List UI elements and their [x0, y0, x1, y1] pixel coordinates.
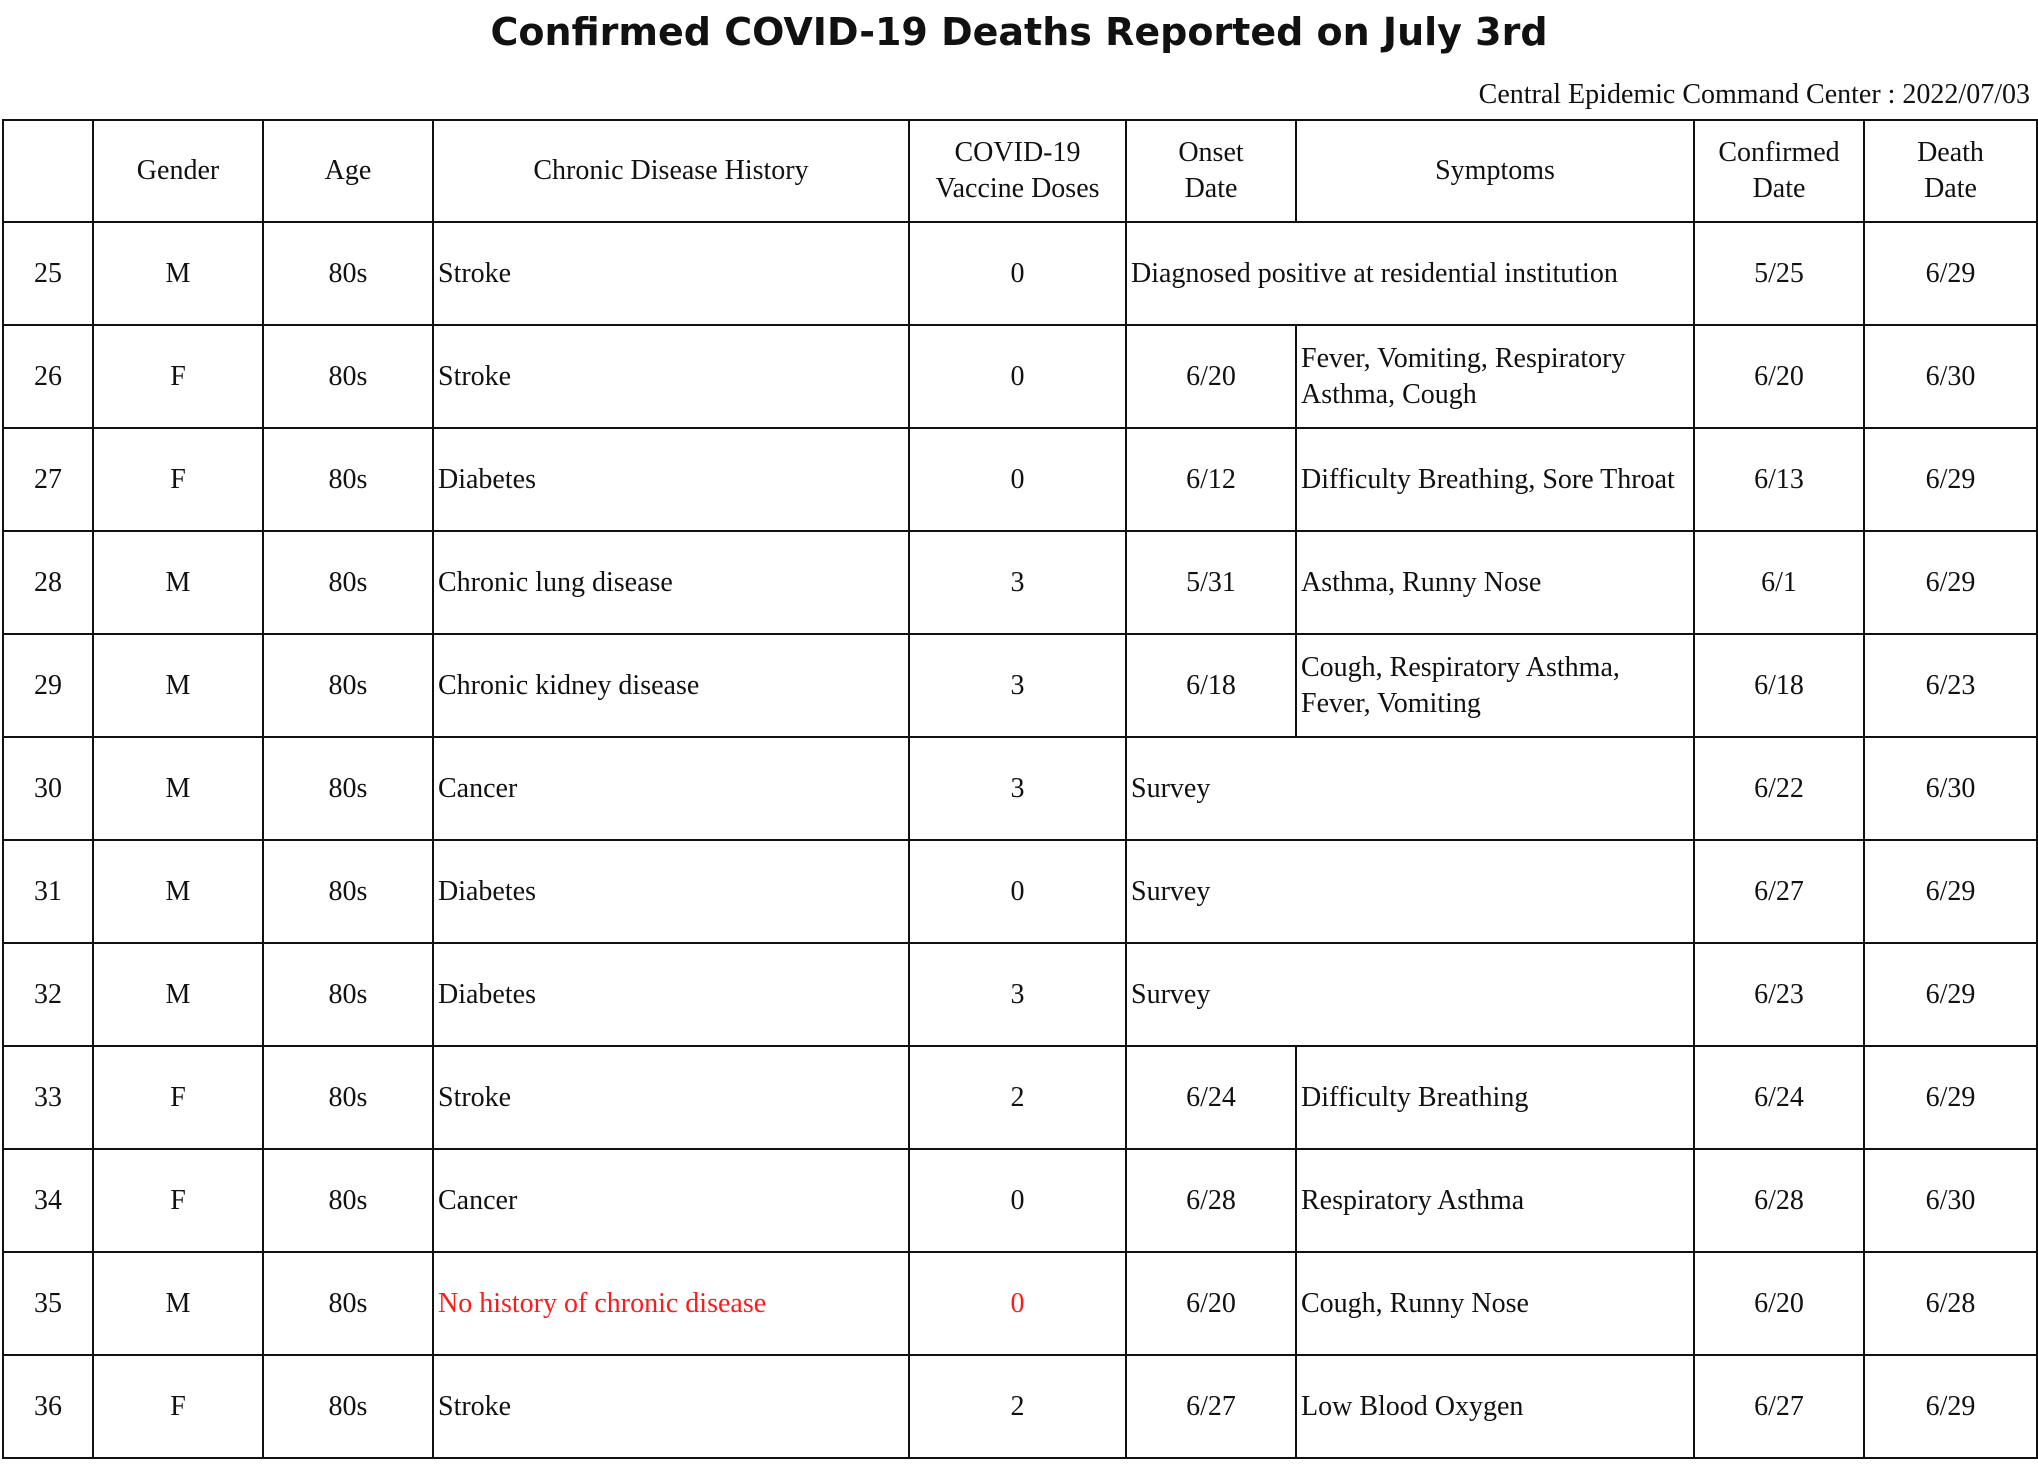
chronic-disease-cell: Stroke	[433, 222, 909, 325]
header-onset-date	[1126, 120, 1296, 222]
header-vaccine-doses	[909, 120, 1126, 222]
symptoms-cell: Fever, Vomiting, Respiratory Asthma, Cough	[1296, 325, 1694, 428]
gender-cell: M	[93, 222, 263, 325]
gender-cell: M	[93, 1252, 263, 1355]
age-cell: 80s	[263, 1149, 433, 1252]
death-date-cell: 6/29	[1864, 1355, 2037, 1458]
gender-cell: M	[93, 737, 263, 840]
onset-date-cell: 6/24	[1126, 1046, 1296, 1149]
gender-cell: M	[93, 943, 263, 1046]
row-number: 35	[3, 1252, 93, 1355]
chronic-disease-cell: Diabetes	[433, 840, 909, 943]
chronic-disease-cell: No history of chronic disease	[433, 1252, 909, 1355]
confirmed-date-cell: 5/25	[1694, 222, 1864, 325]
header-onset-line1: Onset	[1178, 137, 1244, 168]
confirmed-date-cell: 6/22	[1694, 737, 1864, 840]
confirmed-date-cell: 6/20	[1694, 1252, 1864, 1355]
chronic-disease-cell: Stroke	[433, 325, 909, 428]
onset-date-cell: 5/31	[1126, 531, 1296, 634]
age-cell: 80s	[263, 634, 433, 737]
age-cell: 80s	[263, 1252, 433, 1355]
death-date-cell: 6/30	[1864, 1149, 2037, 1252]
header-onset-line2: Date	[1184, 173, 1238, 204]
onset-note-cell: Diagnosed positive at residential institution	[1126, 222, 1694, 325]
deaths-table	[2, 119, 2038, 1459]
symptoms-cell: Difficulty Breathing, Sore Throat	[1296, 428, 1694, 531]
onset-date-cell: 6/20	[1126, 325, 1296, 428]
table-row	[3, 1252, 2037, 1355]
symptoms-cell: Cough, Runny Nose	[1296, 1252, 1694, 1355]
row-number: 30	[3, 737, 93, 840]
chronic-disease-cell: Diabetes	[433, 943, 909, 1046]
row-number: 32	[3, 943, 93, 1046]
chronic-disease-cell: Chronic lung disease	[433, 531, 909, 634]
chronic-disease-cell: Cancer	[433, 737, 909, 840]
page-title: Confirmed COVID-19 Deaths Reported on July 3rd	[490, 10, 1548, 54]
death-date-cell: 6/29	[1864, 840, 2037, 943]
age-cell: 80s	[263, 222, 433, 325]
onset-date-cell: 6/28	[1126, 1149, 1296, 1252]
chronic-disease-cell: Cancer	[433, 1149, 909, 1252]
confirmed-date-cell: 6/24	[1694, 1046, 1864, 1149]
vaccine-doses-cell: 0	[909, 1252, 1126, 1355]
table-row	[3, 840, 2037, 943]
onset-date-cell: 6/20	[1126, 1252, 1296, 1355]
death-date-cell: 6/29	[1864, 222, 2037, 325]
chronic-disease-cell: Stroke	[433, 1046, 909, 1149]
header-vaccine-line1: COVID-19	[954, 137, 1081, 168]
table-body	[3, 222, 2037, 1458]
confirmed-date-cell: 6/28	[1694, 1149, 1864, 1252]
confirmed-date-cell: 6/20	[1694, 325, 1864, 428]
gender-cell: F	[93, 325, 263, 428]
confirmed-date-cell: 6/18	[1694, 634, 1864, 737]
age-cell: 80s	[263, 1046, 433, 1149]
confirmed-date-cell: 6/1	[1694, 531, 1864, 634]
row-number: 25	[3, 222, 93, 325]
header-confirmed-date	[1694, 120, 1864, 222]
vaccine-doses-cell: 3	[909, 634, 1126, 737]
row-number: 33	[3, 1046, 93, 1149]
header-gender: Gender	[93, 120, 263, 222]
header-symptoms: Symptoms	[1296, 120, 1694, 222]
table-row	[3, 634, 2037, 737]
death-date-cell: 6/23	[1864, 634, 2037, 737]
symptoms-cell: Respiratory Asthma	[1296, 1149, 1694, 1252]
symptoms-cell: Asthma, Runny Nose	[1296, 531, 1694, 634]
vaccine-doses-cell: 0	[909, 840, 1126, 943]
gender-cell: F	[93, 1355, 263, 1458]
death-date-cell: 6/29	[1864, 531, 2037, 634]
vaccine-doses-cell: 3	[909, 737, 1126, 840]
table-row	[3, 1355, 2037, 1458]
vaccine-doses-cell: 2	[909, 1046, 1126, 1149]
gender-cell: M	[93, 634, 263, 737]
gender-cell: F	[93, 428, 263, 531]
age-cell: 80s	[263, 737, 433, 840]
gender-cell: F	[93, 1046, 263, 1149]
table-row	[3, 1149, 2037, 1252]
confirmed-date-cell: 6/23	[1694, 943, 1864, 1046]
confirmed-date-cell: 6/27	[1694, 840, 1864, 943]
death-date-cell: 6/29	[1864, 428, 2037, 531]
table-row	[3, 1046, 2037, 1149]
symptoms-cell: Low Blood Oxygen	[1296, 1355, 1694, 1458]
death-date-cell: 6/28	[1864, 1252, 2037, 1355]
header-number	[3, 120, 93, 222]
gender-cell: M	[93, 531, 263, 634]
age-cell: 80s	[263, 943, 433, 1046]
symptoms-cell: Cough, Respiratory Asthma, Fever, Vomiting	[1296, 634, 1694, 737]
age-cell: 80s	[263, 840, 433, 943]
header-chronic-disease: Chronic Disease History	[433, 120, 909, 222]
age-cell: 80s	[263, 325, 433, 428]
header-age: Age	[263, 120, 433, 222]
chronic-disease-cell: Chronic kidney disease	[433, 634, 909, 737]
header-death-line2: Date	[1924, 173, 1977, 204]
header-vaccine-line2: Vaccine Doses	[935, 173, 1100, 204]
onset-date-cell: 6/18	[1126, 634, 1296, 737]
header-death-line1: Death	[1917, 137, 1984, 168]
chronic-disease-cell: Diabetes	[433, 428, 909, 531]
death-date-cell: 6/30	[1864, 325, 2037, 428]
vaccine-doses-cell: 3	[909, 943, 1126, 1046]
onset-date-cell: 6/27	[1126, 1355, 1296, 1458]
death-date-cell: 6/29	[1864, 1046, 2037, 1149]
onset-note-cell: Survey	[1126, 943, 1694, 1046]
vaccine-doses-cell: 0	[909, 428, 1126, 531]
row-number: 36	[3, 1355, 93, 1458]
table-row	[3, 222, 2037, 325]
vaccine-doses-cell: 3	[909, 531, 1126, 634]
onset-note-cell: Survey	[1126, 840, 1694, 943]
confirmed-date-cell: 6/13	[1694, 428, 1864, 531]
vaccine-doses-cell: 0	[909, 325, 1126, 428]
header-death-date	[1864, 120, 2037, 222]
row-number: 29	[3, 634, 93, 737]
onset-note-cell: Survey	[1126, 737, 1694, 840]
row-number: 26	[3, 325, 93, 428]
row-number: 34	[3, 1149, 93, 1252]
header-confirmed-line1: Confirmed	[1718, 137, 1840, 168]
symptoms-cell: Difficulty Breathing	[1296, 1046, 1694, 1149]
onset-date-cell: 6/12	[1126, 428, 1296, 531]
vaccine-doses-cell: 2	[909, 1355, 1126, 1458]
gender-cell: F	[93, 1149, 263, 1252]
chronic-disease-cell: Stroke	[433, 1355, 909, 1458]
confirmed-date-cell: 6/27	[1694, 1355, 1864, 1458]
table-row	[3, 943, 2037, 1046]
table-row	[3, 531, 2037, 634]
header-confirmed-line2: Date	[1752, 173, 1806, 204]
vaccine-doses-cell: 0	[909, 1149, 1126, 1252]
table-row	[3, 737, 2037, 840]
age-cell: 80s	[263, 531, 433, 634]
age-cell: 80s	[263, 428, 433, 531]
table-row	[3, 325, 2037, 428]
row-number: 28	[3, 531, 93, 634]
row-number: 27	[3, 428, 93, 531]
death-date-cell: 6/30	[1864, 737, 2037, 840]
vaccine-doses-cell: 0	[909, 222, 1126, 325]
death-date-cell: 6/29	[1864, 943, 2037, 1046]
table-row	[3, 428, 2037, 531]
header-row	[3, 120, 2037, 222]
row-number: 31	[3, 840, 93, 943]
source-line: Central Epidemic Command Center : 2022/07/03	[1478, 79, 2030, 110]
age-cell: 80s	[263, 1355, 433, 1458]
gender-cell: M	[93, 840, 263, 943]
